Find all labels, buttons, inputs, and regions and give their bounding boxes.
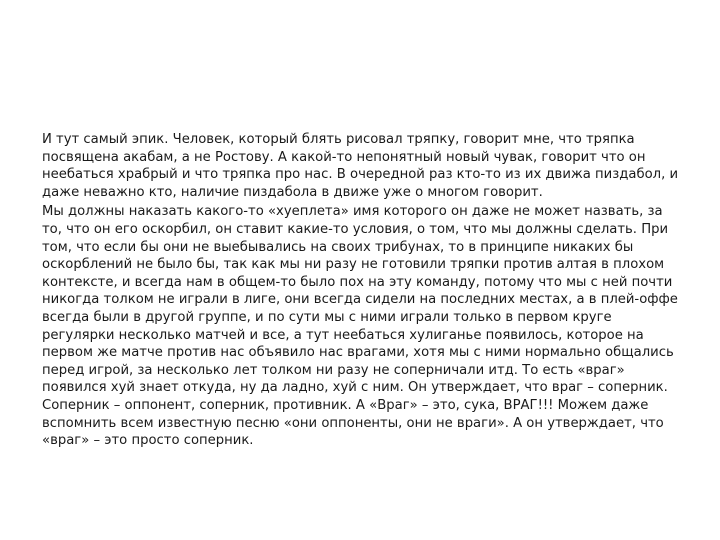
paragraph-1: И тут самый эпик. Человек, который блять рисовал тряпку, говорит мне, что тряпка посвящена акабам, а не Ростову. А какой-то непонятный новый чувак, говорит что он неебаться храбрый и что тряпка про нас. В очередной раз кто-то из их движа пиздабол, и даже неважно кто, наличие пиздабола в движе уже о многом говорит. <box>42 132 679 200</box>
paragraph-2: Мы должны наказать какого-то «хуеплета» имя которого он даже не может назвать, за то, что он его оскорбил, он ставит какие-то условия, о том, что мы должны сделать. При том, что если бы они не выебывались на своих трибунах, то в принципе никаких бы оскорблений не было бы, так как мы ни разу не готовили тряпки против алтая в плохом контексте, и всегда нам в общем-то было пох на эту команду, потому что мы с ней почти никогда толком не играли в лиге, они всегда сидели на последних местах, а в плей-оффе всегда были в другой группе, и по сути мы с ними играли только в первом круге регулярки несколько матчей и все, а тут неебаться хулиганье появилось, которое на первом же матче против нас объявило нас врагами, хотя мы с ними нормально общались перед игрой, за несколько лет толком ни разу не соперничали итд. То есть «враг» появился хуй знает откуда, ну да ладно, хуй с ним. Он утверждает, что враг – соперник. Соперник – оппонент, соперник, противник. А «Враг» – это, сука, ВРАГ!!! Можем даже вспомнить всем известную песню «они оппоненты, они не враги». А он утверждает, что «враг» – это просто соперник. <box>42 204 678 449</box>
document-text <box>42 131 682 450</box>
